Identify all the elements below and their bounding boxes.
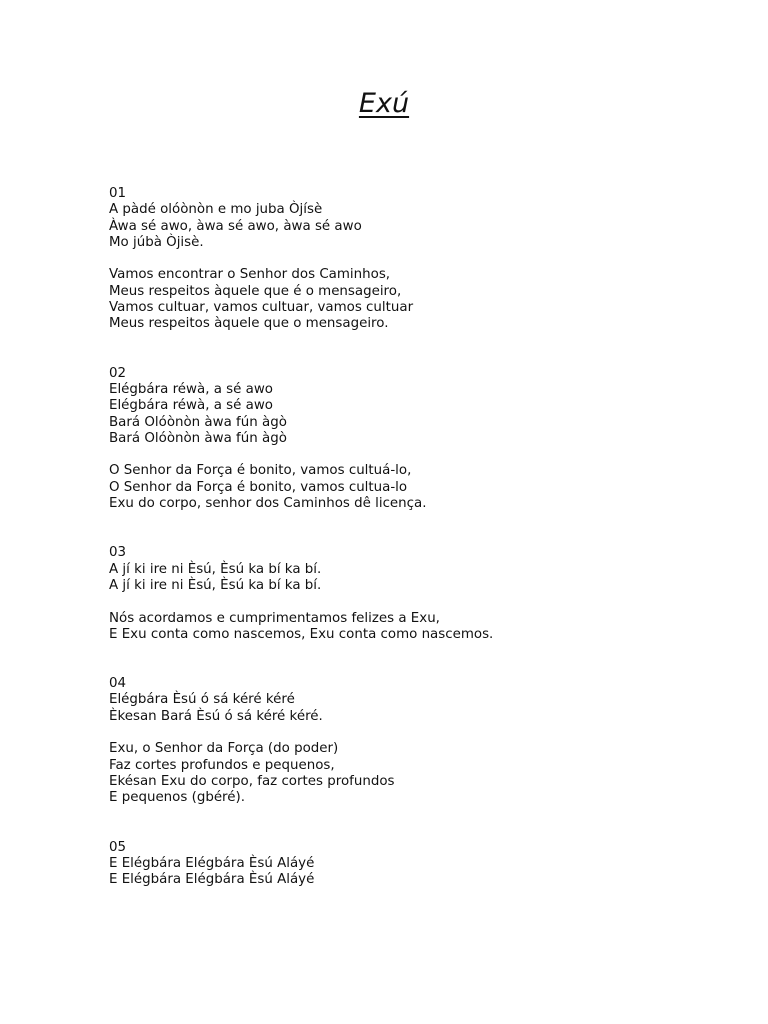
song-section-03 xyxy=(109,545,709,643)
yoruba-line: Àwa sé awo, àwa sé awo, àwa sé awo xyxy=(109,218,362,234)
translation-line: Meus respeitos àquele que o mensageiro. xyxy=(109,316,389,332)
stanza-gap xyxy=(109,447,709,463)
stanza-gap xyxy=(109,725,709,741)
translation-line: Exu do corpo, senhor dos Caminhos dê licença. xyxy=(109,496,427,512)
translation-line: Faz cortes profundos e pequenos, xyxy=(109,757,335,773)
translation-line: Nós acordamos e cumprimentamos felizes a Exu, xyxy=(109,610,440,626)
yoruba-line: E Elégbára Elégbára Èsú Aláyé xyxy=(109,872,315,888)
yoruba-line: E Elégbára Elégbára Èsú Aláyé xyxy=(109,855,315,871)
translation-line: Vamos cultuar, vamos cultuar, vamos cultuar xyxy=(109,300,414,316)
yoruba-line: Mo júbà Òjisè. xyxy=(109,234,204,250)
yoruba-line: A jí ki ire ni Èsú, Èsú ka bí ka bí. xyxy=(109,577,322,593)
song-number: 04 xyxy=(109,676,127,692)
yoruba-line: Èkesan Bará Èsú ó sá kéré kéré. xyxy=(109,708,323,724)
translation-line: Vamos encontrar o Senhor dos Caminhos, xyxy=(109,267,391,283)
yoruba-line: Elégbára Èsú ó sá kéré kéré xyxy=(109,692,295,708)
yoruba-line: A pàdé olóònòn e mo juba Òjísè xyxy=(109,202,323,218)
translation-line: Ekésan Exu do corpo, faz cortes profundos xyxy=(109,773,395,789)
yoruba-line: Bará Olóònòn àwa fún àgò xyxy=(109,430,287,446)
translation-line: Exu, o Senhor da Força (do poder) xyxy=(109,741,339,757)
song-section-04 xyxy=(109,676,709,806)
song-section-01 xyxy=(109,186,709,333)
yoruba-line: Elégbára réwà, a sé awo xyxy=(109,381,273,397)
song-section-05 xyxy=(109,840,709,889)
translation-line: Meus respeitos àquele que é o mensageiro, xyxy=(109,283,402,299)
song-list xyxy=(109,186,709,888)
stanza-gap xyxy=(109,594,709,610)
translation-line: E pequenos (gbéré). xyxy=(109,790,245,806)
song-number: 01 xyxy=(109,186,127,201)
song-number: 03 xyxy=(109,545,127,561)
page-title: Exú xyxy=(358,88,410,119)
song-number: 05 xyxy=(109,839,127,855)
translation-line: O Senhor da Força é bonito, vamos cultua-lo xyxy=(109,479,408,495)
yoruba-line: Bará Olóònòn àwa fún àgò xyxy=(109,414,287,430)
song-number: 02 xyxy=(109,365,127,381)
song-section-02 xyxy=(109,366,709,513)
translation-line: O Senhor da Força é bonito, vamos cultuá-lo, xyxy=(109,463,412,479)
yoruba-line: Elégbára réwà, a sé awo xyxy=(109,398,273,414)
translation-line: E Exu conta como nascemos, Exu conta como nascemos. xyxy=(109,626,494,642)
yoruba-line: A jí ki ire ni Èsú, Èsú ka bí ka bí. xyxy=(109,561,322,577)
stanza-gap xyxy=(109,251,709,267)
